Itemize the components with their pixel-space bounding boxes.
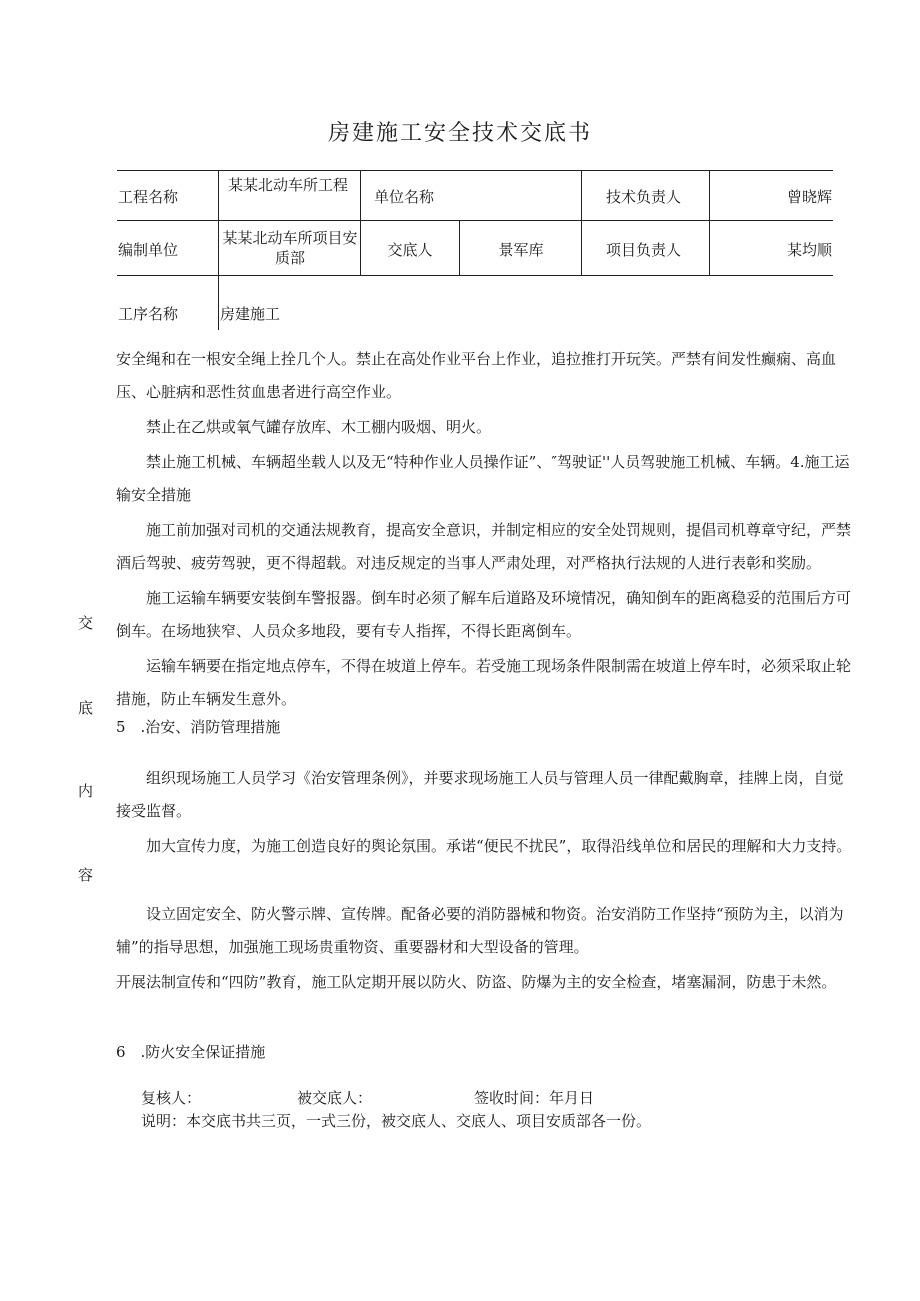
body-paragraph: 禁止施工机械、车辆超坐载人以及无“特种作业人员操作证”、″驾驶证''人员驾驶施工机械、车辆。4.施工运输安全措施 xyxy=(116,453,850,504)
compiler-label: 编制单位 xyxy=(118,241,179,259)
project-name-label: 工程名称 xyxy=(118,188,179,206)
table-divider-2 xyxy=(360,170,361,275)
presenter-value: 景军库 xyxy=(498,241,544,259)
body-paragraph: 施工前加强对司机的交通法规教育，提高安全意识，并制定相应的安全处罚规则，提倡司机尊章守纪，严禁酒后驾驶、疲劳驾驶，更不得超载。对违反规定的当事人严肃处理，对严格执行法规的人进行表彰和奖励。 xyxy=(116,521,852,572)
presenter-label: 交底人 xyxy=(387,241,433,259)
body-paragraph: 运输车辆要在指定地点停车，不得在坡道上停车。若受施工现场条件限制需在坡道上停车时，必须采取止轮措施，防止车辆发生意外。 xyxy=(116,657,852,708)
side-label-nei: 内 xyxy=(78,782,94,800)
table-divider-3 xyxy=(459,220,460,275)
section-heading: 6 .防火安全保证措施 xyxy=(116,1043,266,1061)
unit-name-label: 单位名称 xyxy=(374,188,435,206)
body-paragraph: 加大宣传力度，为施工创造良好的舆论氛围。承诺“便民不扰民”，取得沿线单位和居民的理解和大力支持。 xyxy=(146,837,852,855)
footer-note: 说明：本交底书共三页，一式三份，被交底人、交底人、项目安质部各一份。 xyxy=(141,1112,652,1130)
compiler-value: 某某北动车所项目安质部 xyxy=(222,229,358,267)
reviewer-label: 复核人： xyxy=(141,1089,202,1107)
tech-lead-value: 曾晓辉 xyxy=(786,188,832,206)
section-heading: 5 .治安、消防管理措施 xyxy=(116,718,281,736)
document-title: 房建施工安全技术交底书 xyxy=(327,121,592,146)
sign-time-label: 签收时间：年月日 xyxy=(474,1089,595,1107)
table-divider-5 xyxy=(709,170,710,275)
process-label: 工序名称 xyxy=(118,305,179,323)
project-lead-value: 某均顺 xyxy=(786,241,832,259)
table-border-row1 xyxy=(117,220,833,221)
table-divider-1 xyxy=(218,170,219,330)
body-paragraph: 禁止在乙烘或氧气罐存放库、木工棚内吸烟、明火。 xyxy=(146,418,492,436)
table-border-top xyxy=(117,170,833,171)
tech-lead-label: 技术负责人 xyxy=(606,188,682,206)
recipient-label: 被交底人： xyxy=(297,1089,373,1107)
table-divider-4 xyxy=(581,170,582,275)
side-label-di: 底 xyxy=(78,699,94,717)
body-paragraph: 安全绳和在一根安全绳上拴几个人。禁止在高处作业平台上作业，追拉推打开玩笑。严禁有间发性癫痫、高血压、心脏病和恶性贫血患者进行高空作业。 xyxy=(116,350,837,401)
body-paragraph: 设立固定安全、防火警示牌、宣传牌。配备必要的消防器械和物资。治安消防工作坚持“预防为主，以消为辅”的指导思想，加强施工现场贵重物资、重要器材和大型设备的管理。 xyxy=(116,905,844,956)
process-value: 房建施工 xyxy=(220,305,281,323)
body-paragraph: 组织现场施工人员学习《治安管理条例》，并要求现场施工人员与管理人员一律配戴胸章，挂牌上岗，自觉接受监督。 xyxy=(116,769,844,820)
side-label-rong: 容 xyxy=(78,866,94,884)
body-paragraph: 施工运输车辆要安装倒车警报器。倒车时必须了解车后道路及环境情况，确知倒车的距离稳妥的范围后方可倒车。在场地狭窄、人员众多地段，要有专人指挥，不得长距离倒车。 xyxy=(116,589,852,640)
project-lead-label: 项目负责人 xyxy=(606,241,682,259)
side-label-jiao: 交 xyxy=(78,614,94,632)
table-border-row2 xyxy=(117,275,833,276)
body-paragraph: 开展法制宣传和“四防”教育，施工队定期开展以防火、防盗、防爆为主的安全检查，堵塞漏洞，防患于未然。 xyxy=(116,973,837,991)
project-name-value: 某某北动车所工程 xyxy=(228,176,349,194)
